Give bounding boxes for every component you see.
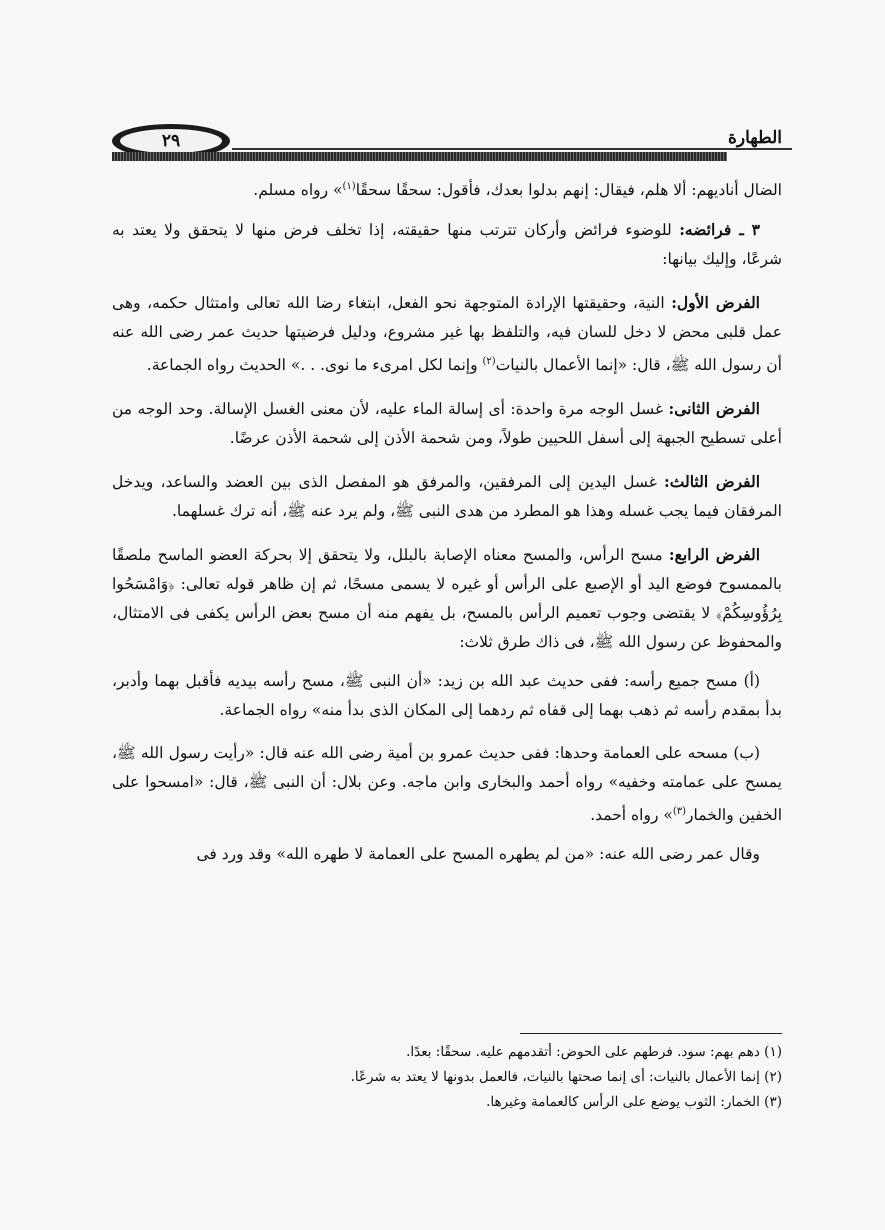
footnote-divider: [520, 1033, 782, 1034]
paragraph-text: وقال عمر رضى الله عنه: «من لم يطهره المسح على العمامة لا طهره الله» وقد ورد فى: [196, 845, 760, 864]
paragraph-text: غسل الوجه مرة واحدة: أى إسالة الماء عليه، لأن معنى الغسل الإسالة. وحد الوجه من أعلى تسطيح الجبهة إلى أسفل اللحيين طولاً، ومن شحمة الأذن إلى شحمة الأذن عرضًا.: [112, 400, 782, 448]
paragraph-tail: » رواه أحمد.: [590, 806, 673, 825]
paragraph-lead: (ب): [733, 744, 760, 763]
paragraph-text: للوضوء فرائض وأركان تترتب منها حقيقته، إذا تخلف فرض منها لا يتحقق ولا يعتد به شرعًا، وإليك بيانها:: [112, 221, 782, 269]
paragraph-tail: » رواه مسلم.: [253, 181, 343, 200]
footnote-3: (٣) الخمار: الثوب يوضع على الرأس كالعمامة وغيرها.: [486, 1094, 782, 1110]
footnote-2: (٢) إنما الأعمال بالنيات: أى إنما صحتها بالنيات، فالعمل بدونها لا يعتد به شرعًا.: [350, 1069, 782, 1085]
paragraph-item-b: [112, 739, 782, 830]
paragraph-text: الضال أناديهم: ألا هلم، فيقال: إنهم بدلوا بعدك، فأقول: سحقًا سحقًا: [355, 181, 782, 200]
paragraph-tail: وإنما لكل امرىء ما نوى. . .» الحديث رواه الجماعة.: [146, 356, 483, 375]
paragraph-lead: الفرض الثالث:: [664, 472, 761, 492]
paragraph-item-a: [112, 667, 782, 725]
body-text: [112, 172, 782, 879]
paragraph-lead: الفرض الثانى:: [668, 399, 760, 419]
header-rule: [112, 152, 727, 161]
page-number: ٢٩: [120, 129, 222, 153]
paragraph-continuation: [112, 172, 782, 205]
paragraph-lead: ٣ ـ فرائضه:: [679, 220, 760, 240]
footnote-marker: (٢): [482, 356, 496, 368]
paragraph-fard-2: [112, 394, 782, 453]
footnote-1: (١) دهم بهم: سود. فرطهم على الحوض: أتقدمهم عليه. سحقًا: بعدًا.: [406, 1044, 782, 1060]
paragraph-text: غسل اليدين إلى المرفقين، والمرفق هو المفصل الذى بين العضد والساعد، ويدخل المرفقان فيما يجب غسله وهذا هو المطرد من هدى النبى ﷺ، ولم يرد عنه ﷺ، أنه ترك غسلهما.: [112, 473, 782, 521]
paragraph-text: النية، وحقيقتها الإرادة المتوجهة نحو الفعل، ابتغاء رضا الله تعالى وامتثال حكمه، وهى عمل قلبى محض لا دخل للسان فيه، والتلفظ بها غير مشروع، ودليل فرضيتها حديث عمر رضى الله عنه أن رسول الله ﷺ، قال: «إنما الأعمال بالنيات: [112, 294, 782, 375]
paragraph-umar: [112, 840, 782, 869]
paragraph-text: مسح الرأس، والمسح معناه الإصابة بالبلل، ولا يتحقق إلا بحركة العضو الماسح ملصقًا بالممسوح فوضع اليد أو الإصبع على الرأس أو غيره لا يسمى مسحًا، ثم إن ظاهر قوله تعالى: ﴿وَامْسَحُوا بِرُؤُوسِكُمْ﴾ لا يقتضى وجوب تعميم الرأس بالمسح، بل يفهم منه أن مسح بعض الرأس يكفى فى الامتثال، والمحفوظ عن رسول الله ﷺ، فى ذاك طرق ثلاث:: [112, 546, 782, 652]
page-header: [112, 118, 782, 168]
footnotes: [112, 1040, 782, 1115]
paragraph-text: مسح جميع رأسه: ففى حديث عبد الله بن زيد: «أن النبى ﷺ، مسح رأسه بيديه فأقبل بهما وأدبر، بدأ بمقدم رأسه ثم ذهب بهما إلى قفاه ثم ردهما إلى المكان الذى بدأ منه» رواه الجماعة.: [112, 672, 782, 720]
paragraph-lead: الفرض الأول:: [671, 293, 760, 313]
footnote-marker: (٣): [672, 806, 687, 818]
paragraph-lead: (أ): [743, 672, 760, 691]
paragraph-lead: الفرض الرابع:: [668, 545, 760, 565]
paragraph-fard-3: [112, 467, 782, 526]
paragraph-fard-4: [112, 540, 782, 657]
header-rule-thin: [232, 148, 792, 150]
chapter-title: الطهارة: [728, 128, 782, 148]
paragraph-text: مسحه على العمامة وحدها: ففى حديث عمرو بن أمية رضى الله عنه قال: «رأيت رسول الله ﷺ، يمسح على عمامته وخفيه» رواه أحمد والبخارى وابن ماجه. وعن بلال: أن النبى ﷺ، قال: «امسحوا على الخفين والخمار: [112, 744, 782, 825]
footnote-marker: (١): [342, 181, 356, 192]
paragraph-faraid: [112, 215, 782, 274]
paragraph-fard-1: [112, 288, 782, 380]
